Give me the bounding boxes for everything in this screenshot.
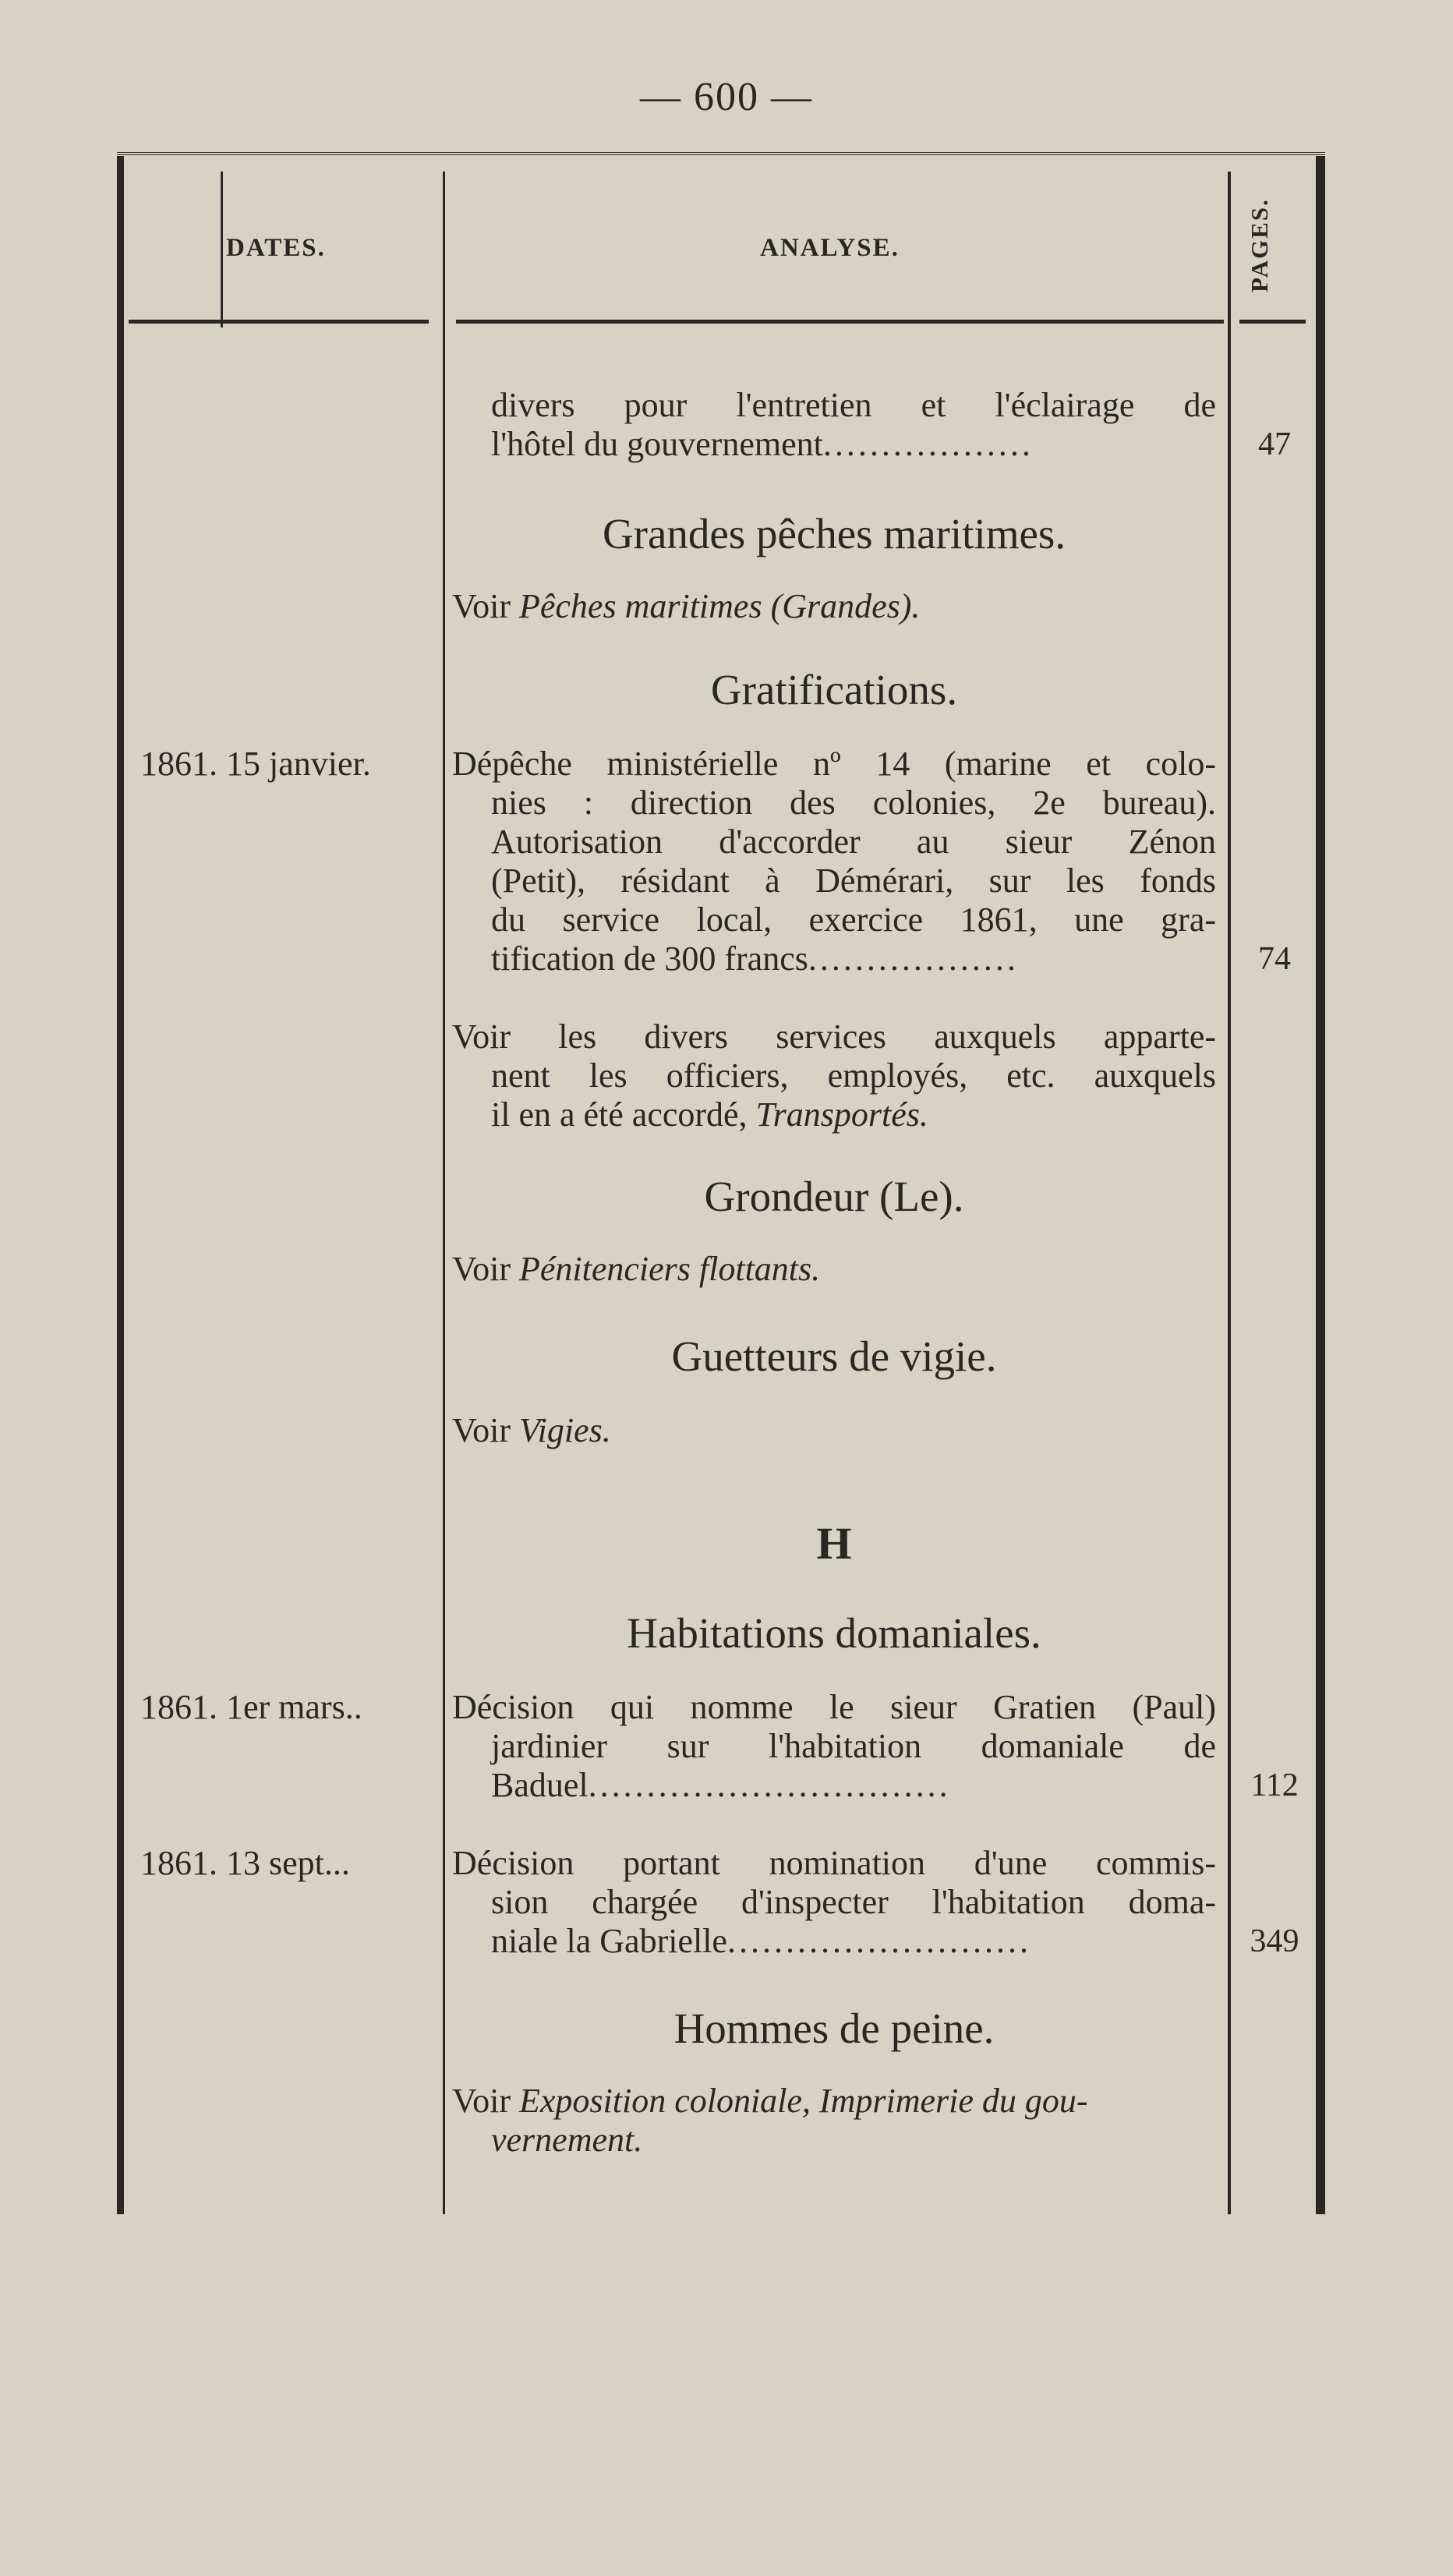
- hommes-voir-line-2: [491, 2121, 1216, 2160]
- voir-label: Voir: [452, 587, 511, 625]
- leader-dots: ..................: [822, 425, 1034, 463]
- continuation-line-1: divers pour l'entretien et l'éclairage de: [491, 386, 1216, 424]
- hab2-line-2: sion chargée d'inspecter l'habitation doma-: [491, 1883, 1216, 1921]
- page-ref: 112: [1250, 1767, 1299, 1803]
- column-header-pages: PAGES.: [1246, 198, 1273, 293]
- voir-label: Voir: [452, 2082, 511, 2120]
- cross-reference: Transportés.: [755, 1095, 928, 1134]
- leader-dots: ...............................: [588, 1766, 951, 1804]
- heading-guetteurs: Guetteurs de vigie.: [671, 1332, 997, 1380]
- page-ref: 74: [1258, 941, 1291, 977]
- cross-reference: Exposition coloniale, Imprimerie du gou-: [518, 2082, 1088, 2120]
- heading-grondeur: Grondeur (Le).: [704, 1173, 964, 1220]
- grat-voir-line-2: nent les officiers, employés, etc. auxquels: [491, 1056, 1216, 1095]
- continuation-line-2: [491, 425, 1216, 464]
- cross-reference: Vigies.: [518, 1411, 611, 1449]
- hab1-line-3: [491, 1766, 1216, 1805]
- entry-date: 1861. 13 sept...: [140, 1844, 350, 1882]
- voir-label: Voir: [452, 1250, 511, 1288]
- page-ref: 47: [1258, 426, 1291, 462]
- grat-voir-line-1: Voir les divers services auxquels apparte-: [452, 1017, 1216, 1056]
- hab2-text: niale la Gabrielle: [491, 1922, 727, 1960]
- column-header-dates: DATES.: [226, 234, 326, 262]
- section-letter: H: [816, 1518, 852, 1569]
- grandes-voir-line: [452, 587, 1216, 626]
- heading-grandes-peches: Grandes pêches maritimes.: [602, 510, 1066, 557]
- hab1-line-2: jardinier sur l'habitation domaniale de: [491, 1727, 1216, 1765]
- column-divider-analyse: [443, 172, 445, 2214]
- cross-reference: Pêches maritimes (Grandes).: [518, 587, 921, 625]
- heading-hommes: Hommes de peine.: [673, 2005, 995, 2052]
- entry-date: 1861. 1er mars..: [140, 1688, 362, 1726]
- hab1-line-1: Décision qui nomme le sieur Gratien (Paul): [452, 1688, 1216, 1726]
- grat-line-1: Dépêche ministérielle nº 14 (marine et colo-: [452, 745, 1216, 783]
- hab2-line-3: [491, 1922, 1216, 1961]
- grat-voir-text: il en a été accordé,: [491, 1095, 748, 1134]
- frame-right-border: [1316, 156, 1325, 2214]
- leader-dots: ..................: [808, 939, 1019, 978]
- hommes-voir-line-1: [452, 2082, 1216, 2121]
- grondeur-voir-line: [452, 1250, 1216, 1289]
- header-rule-dates: [129, 320, 429, 324]
- grat-text: tification de 300 francs: [491, 939, 808, 978]
- grat-voir-line-3: [491, 1095, 1216, 1134]
- page-ref: 349: [1250, 1923, 1299, 1959]
- guetteurs-voir-line: [452, 1411, 1216, 1450]
- header-rule-pages: [1239, 320, 1306, 324]
- grat-line-3: Autorisation d'accorder au sieur Zénon: [491, 823, 1216, 861]
- page-number: — 600 —: [640, 75, 813, 119]
- cross-reference: Pénitenciers flottants.: [518, 1250, 821, 1288]
- continuation-text: l'hôtel du gouvernement: [491, 425, 823, 463]
- grat-line-2: nies : direction des colonies, 2e bureau).: [491, 784, 1216, 822]
- column-divider-dates: [221, 172, 223, 327]
- grat-line-6: [491, 939, 1216, 978]
- column-divider-pages: [1228, 172, 1231, 2214]
- header-rule-analyse: [456, 320, 1224, 324]
- heading-gratifications: Gratifications.: [710, 666, 958, 713]
- voir-label: Voir: [452, 1411, 511, 1449]
- entry-date: 1861. 15 janvier.: [140, 745, 371, 783]
- grat-line-4: (Petit), résidant à Démérari, sur les fonds: [491, 862, 1216, 900]
- frame-left-border: [117, 156, 124, 2214]
- leader-dots: ..........................: [726, 1922, 1031, 1960]
- heading-habitations: Habitations domaniales.: [627, 1609, 1041, 1657]
- column-header-analyse: ANALYSE.: [760, 234, 900, 262]
- hab1-text: Baduel: [491, 1766, 589, 1804]
- hab2-line-1: Décision portant nomination d'une commis-: [452, 1844, 1216, 1882]
- cross-reference: vernement.: [491, 2121, 643, 2159]
- grat-line-5: du service local, exercice 1861, une gra-: [491, 901, 1216, 939]
